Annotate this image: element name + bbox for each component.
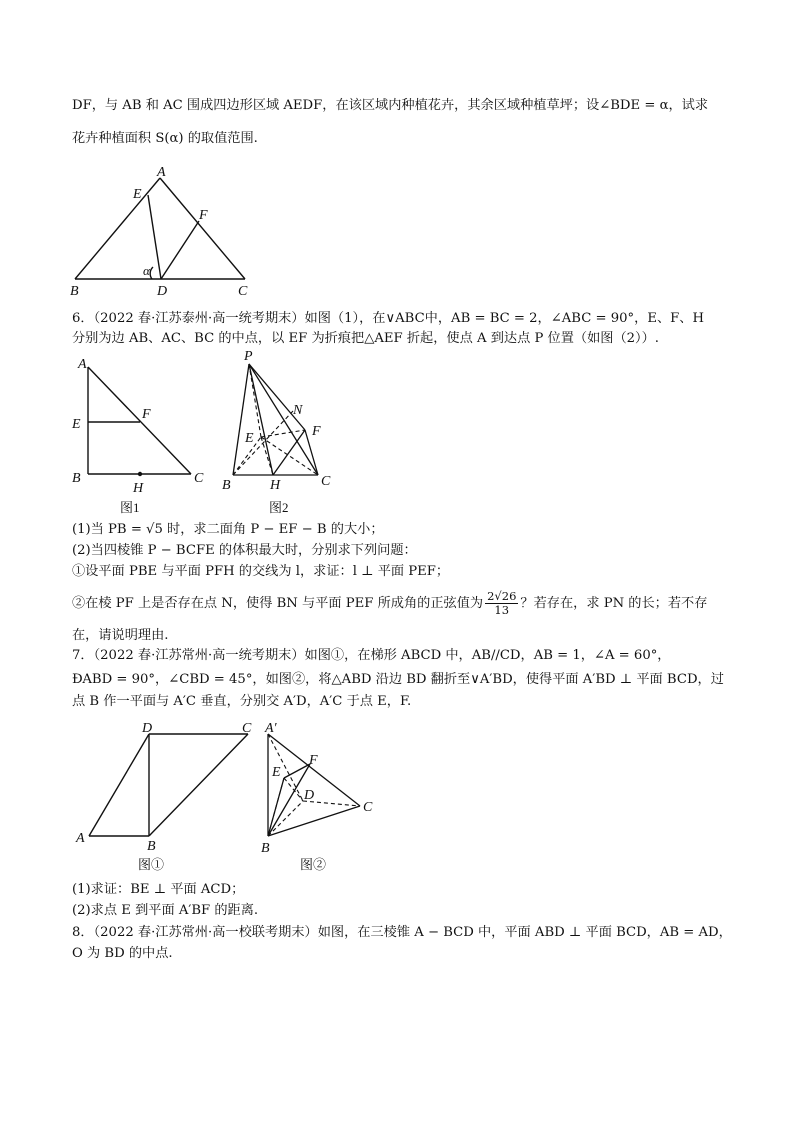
figure-7-2 xyxy=(256,718,386,878)
p6-q2b-pre: ②在棱 PF 上是否存在点 N，使得 BN 与平面 PEF 所成角的正弦值为 xyxy=(72,596,484,611)
label-C: C xyxy=(321,474,331,489)
label-A-prime: A′ xyxy=(265,721,277,736)
p6-line2: 分别为边 AB、AC、BC 的中点，以 EF 为折痕把△AEF 折起，使点 A 到达点 P 位置（如图（2））. xyxy=(72,331,659,346)
p7-line2: ÐABD = 90°，∠CBD = 45°，如图②，将△ABD 沿边 BD 翻折至∨A′BD，使得平面 A′BD ⊥ 平面 BCD，过 xyxy=(72,672,724,687)
label-E: E xyxy=(133,187,142,202)
caption-fig6-1: 图1 xyxy=(120,500,140,515)
p8-line1: 8．（2022 春·江苏常州·高一校联考期末）如图，在三棱锥 A − BCD 中，平面 ABD ⊥ 平面 BCD，AB = AD， xyxy=(72,925,732,940)
p7-q1: (1)求证：BE ⊥ 平面 ACD； xyxy=(72,882,245,897)
figure-6-2 xyxy=(218,344,348,520)
p6-q2a: ①设平面 PBE 与平面 PFH 的交线为 l，求证：l ⊥ 平面 PEF； xyxy=(72,564,450,579)
label-D: D xyxy=(304,788,315,803)
label-F: F xyxy=(199,208,208,223)
label-B: B xyxy=(261,841,270,856)
label-A: A xyxy=(78,357,87,372)
fraction xyxy=(485,590,518,617)
label-C: C xyxy=(242,721,252,736)
label-P: P xyxy=(244,349,253,364)
label-B: B xyxy=(147,839,156,854)
label-F: F xyxy=(309,753,318,768)
label-alpha: α xyxy=(143,263,150,278)
caption-fig6-2: 图2 xyxy=(269,500,289,515)
label-E: E xyxy=(72,417,81,432)
p5-line2: 花卉种植面积 S(α) 的取值范围. xyxy=(72,131,258,146)
label-H: H xyxy=(270,478,281,493)
fraction-denominator: 13 xyxy=(494,603,510,617)
label-A: A xyxy=(157,165,166,180)
label-B: B xyxy=(222,478,231,493)
p6-line1: 6．（2022 春·江苏泰州·高一统考期末）如图（1），在∨ABC中，AB = BC = 2，∠ABC = 90°，E、F、H xyxy=(72,311,704,326)
figure-6-1 xyxy=(68,352,218,520)
label-D: D xyxy=(142,721,153,736)
label-D: D xyxy=(157,284,168,298)
label-E: E xyxy=(245,431,254,446)
label-B: B xyxy=(72,471,81,486)
label-C: C xyxy=(194,471,204,486)
p6-q2b-line2: 在，请说明理由. xyxy=(72,628,169,643)
label-N: N xyxy=(293,403,303,418)
label-E: E xyxy=(272,765,281,780)
label-C: C xyxy=(238,284,248,298)
p6-q2b xyxy=(72,590,707,617)
p7-line1: 7．（2022 春·江苏常州·高一统考期末）如图①，在梯形 ABCD 中，AB//CD，AB = 1，∠A = 60°， xyxy=(72,648,671,663)
p7-q2: (2)求点 E 到平面 A′BF 的距离. xyxy=(72,903,259,918)
label-B: B xyxy=(70,284,79,298)
label-A: A xyxy=(76,831,85,846)
p6-q2: (2)当四棱锥 P − BCFE 的体积最大时，分别求下列问题： xyxy=(72,543,417,558)
label-H: H xyxy=(133,481,144,496)
fraction-numerator: 2√26 xyxy=(487,589,517,603)
p5-line1: DF，与 AB 和 AC 围成四边形区域 AEDF，在该区域内种植花卉，其余区域种植草坪；设∠BDE = α，试求 xyxy=(72,98,709,113)
p6-q1: (1)当 PB = √5 时，求二面角 P − EF − B 的大小； xyxy=(72,522,384,537)
label-C: C xyxy=(363,800,373,815)
label-F: F xyxy=(312,424,321,439)
caption-fig7-1: 图① xyxy=(138,857,165,872)
figure-5-triangle xyxy=(66,164,278,298)
caption-fig7-2: 图② xyxy=(300,857,327,872)
figure-7-1 xyxy=(70,718,270,878)
p8-line2: O 为 BD 的中点. xyxy=(72,946,173,961)
p6-q2b-post: ？若存在，求 PN 的长；若不存 xyxy=(520,596,708,611)
p7-line3: 点 B 作一平面与 A′C 垂直，分别交 A′D，A′C 于点 E，F. xyxy=(72,694,412,709)
label-F: F xyxy=(142,407,151,422)
